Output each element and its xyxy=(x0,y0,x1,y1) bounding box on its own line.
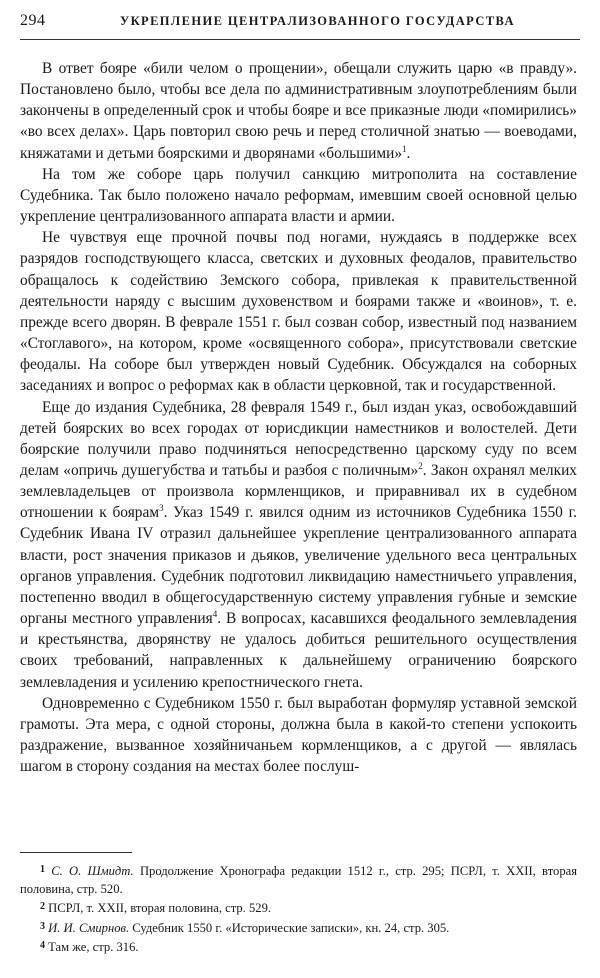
paragraph-3: Не чувствуя еще прочной почвы под ногами, нуждаясь в поддержке всех разрядов господствующего класса, светских и духовных феодалов, правительство обращалось к содействию Земского собора, привлекая к правительственной деятельности наряду с высшим духовенством и боярами также и «воинов», т. е. прежде всего дворян. В феврале 1551 г. был созван собор, известный под названием «Стоглавого», на котором, кроме «освященного собора», присутствовали светские феодалы. На соборе был утвержден новый Судебник. Обсуждался на соборных заседаниях и вопрос о реформах как в области церковной, так и государственной. xyxy=(20,229,577,395)
paragraph-4-part-a: Еще до издания Судебника, 28 февраля 1549 г., был издан указ, освобождавший детей боярских во всех городах от юрисдикции наместников и волостелей. Дети боярские получили право подчиняться непосредственно царскому суду по всем делам «опричь душегубства и татьбы и разбоя с поличным» xyxy=(20,398,577,479)
footnote-2-text: ПСРЛ, т. XXII, вторая половина, стр. 529. xyxy=(48,901,272,915)
footnote-2 xyxy=(20,898,577,918)
footnote-rule xyxy=(20,852,132,853)
footnote-3-number: 3 xyxy=(40,920,45,932)
footnote-4-number: 4 xyxy=(40,940,45,951)
footnote-3-text: Судебник 1550 г. «Исторические записки», кн. 24, стр. 305. xyxy=(129,920,450,935)
footnote-1-author: С. О. Шмидт. xyxy=(51,864,134,878)
paragraph-1: В ответ бояре «били челом о прощении», обещали служить царю «в правду». Постановлено было, чтобы все дела по административным злоупотреблениям были закончены в определенный срок и чтобы бояре и все приказные люди «помирились» «во всех делах». Царь повторил свою речь и перед столичной знатью — воеводами, княжатами и детьми боярскими и дворянами «большими»$^1$. xyxy=(20,60,577,162)
footnote-1-number: 1 xyxy=(40,864,45,875)
paragraph-4 xyxy=(20,397,577,693)
paragraph-4-part-d: . В вопросах, касавшихся феодального землевладения и крестьянства, дворянству не удалось добиться решительного осуществления своих требований, направленных к дальнейшему ограничению боярского землевладения и усилению крепостнического гнета. xyxy=(20,610,577,691)
footnote-1-text: Продолжение Хронографа редакции 1512 г., стр. 295; ПСРЛ, т. XXII, вторая половина, стр. 520. xyxy=(20,864,578,896)
paragraph-2: На том же соборе царь получил санкцию митрополита на составление Судебника. Так было положено начало реформам, имевшим своей основной целью укрепление централизованного аппарата власти и армии. xyxy=(20,165,577,226)
page-number: 294 xyxy=(20,12,46,29)
paragraph-5: Одновременно с Судебником 1550 г. был выработан формуляр уставной земской грамоты. Эта мера, с одной стороны, должна была в какой-то степени успокоить раздражение, вызванное хозяйничаньем кормленщиков, а с другой — являлась шагом в сторону создания на местах более послуш- xyxy=(20,694,577,776)
paragraph-4-part-b: . Закон охранял мелких землевладельцев от произвола кормленщиков, и приравнивал их в судебном отношении к боярам xyxy=(20,461,577,522)
paragraph-1-text: В ответ бояре «били челом о прощении», обещали служить царю «в правду». Постановлено было, чтобы все дела по административным злоупотреблениям были закончены в определенный срок и чтобы бояре и все приказные люди «помирились» «во всех делах». Царь повторил свою речь и перед столичной знатью — воеводами, княжатами и детьми боярскими и дворянами «большими» xyxy=(20,60,577,162)
header-rule xyxy=(20,39,580,40)
footnote-ref-1: 1 xyxy=(402,143,407,154)
footnote-ref-2: 2 xyxy=(418,460,423,471)
footnote-ref-3: 3 xyxy=(159,503,164,514)
main-text xyxy=(20,58,577,777)
paragraph-4-part-c: . Указ 1549 г. явился одним из источников Судебника 1550 г. Судебник Ивана IV отразил дальнейшее укрепление централизованного аппарата власти, рост значения приказов и дьяков, увеличение удельного веса центральных органов управления. Судебник подготовил ликвидацию наместничьего управления, постепенно вводил в общегосударственную систему управления губные и земские органы местного управления xyxy=(20,504,577,628)
footnote-3 xyxy=(20,918,577,938)
footnotes xyxy=(20,861,577,957)
running-head xyxy=(20,12,580,36)
footnote-1 xyxy=(20,861,577,898)
footnote-4 xyxy=(20,937,577,957)
footnote-4-text: Там же, стр. 316. xyxy=(48,940,139,954)
footnote-2-number: 2 xyxy=(40,901,45,912)
footnote-ref-4: 4 xyxy=(212,609,218,620)
running-title: УКРЕПЛЕНИЕ ЦЕНТРАЛИЗОВАННОГО ГОСУДАРСТВА xyxy=(120,14,515,28)
footnote-3-author: И. И. Смирнов. xyxy=(48,920,130,935)
